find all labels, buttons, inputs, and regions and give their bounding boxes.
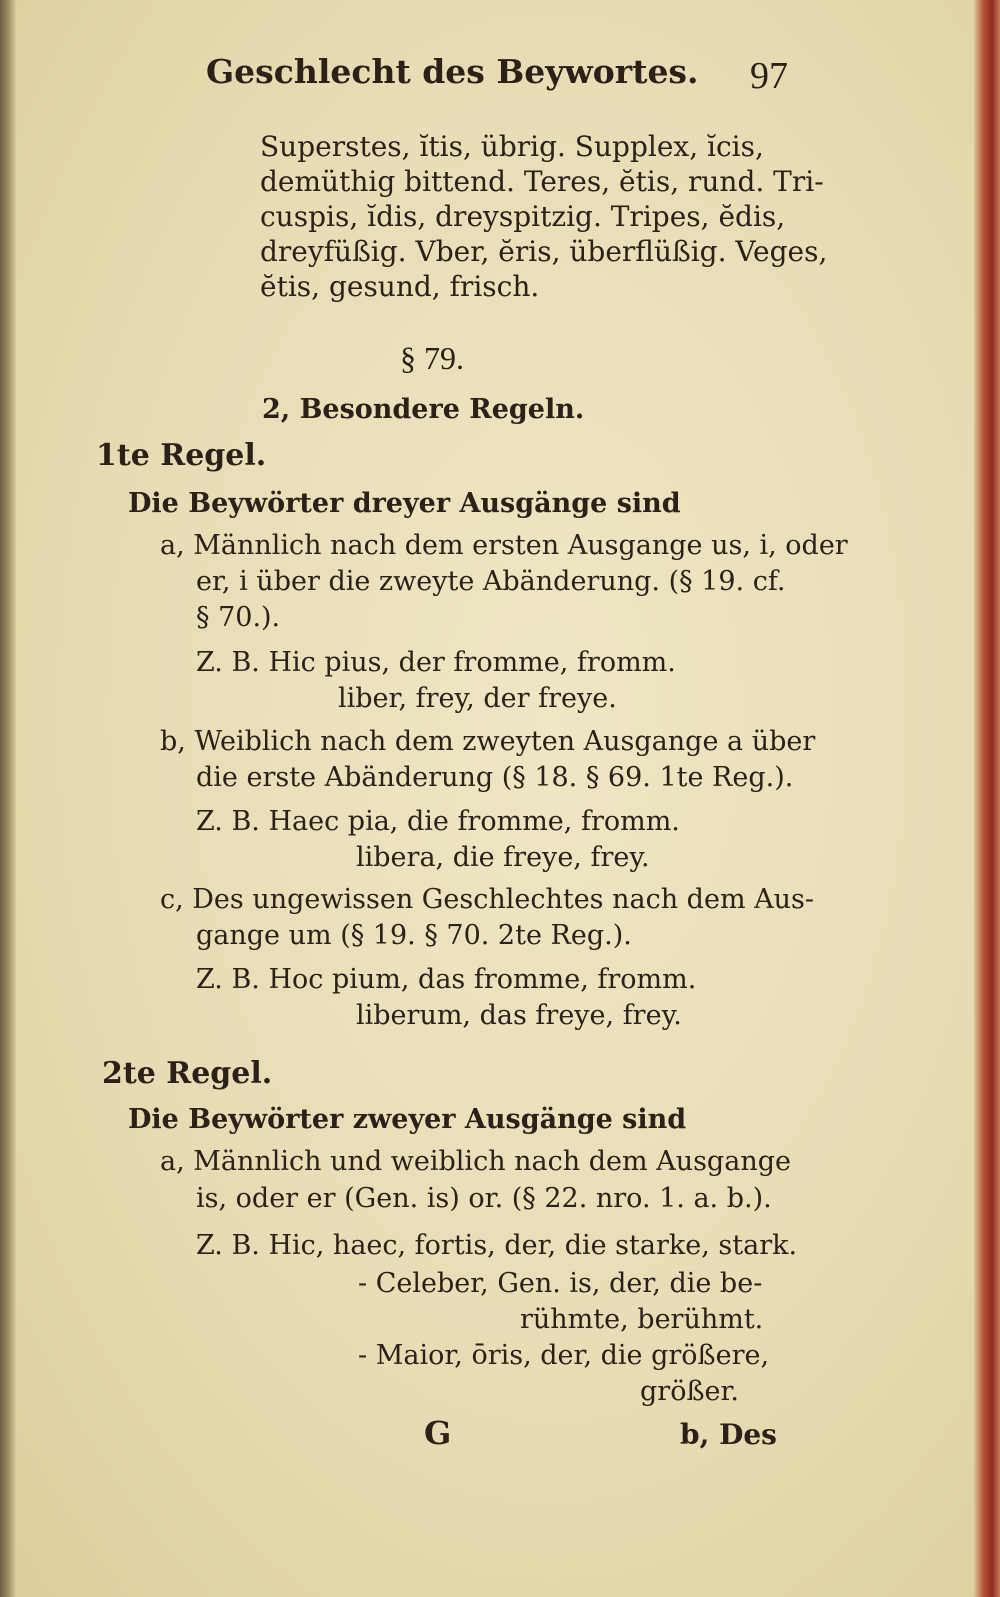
- intro-line: Superstes, ĭtis, übrig. Supplex, ĭcis,: [260, 130, 764, 163]
- rule-paragraph-line: § 70.).: [196, 602, 281, 633]
- example-line: Z. B. Haec pia, die fromme, fromm.: [196, 806, 680, 837]
- section-subtitle: 2, Besondere Regeln.: [262, 394, 585, 425]
- example-line: - Celeber, Gen. is, der, die be-: [358, 1268, 763, 1299]
- rule-paragraph-line: is, oder er (Gen. is) or. (§ 22. nro. 1. a. b.).: [196, 1183, 772, 1214]
- intro-line: demüthig bittend. Teres, ĕtis, rund. Tri-: [260, 165, 824, 198]
- signature-mark: G: [424, 1414, 452, 1452]
- rule-title: 1te Regel.: [96, 438, 267, 473]
- rule-paragraph-line: a, Männlich und weiblich nach dem Ausgange: [160, 1146, 791, 1177]
- rule-intro: Die Beywörter dreyer Ausgänge sind: [128, 488, 681, 519]
- rule-intro: Die Beywörter zweyer Ausgänge sind: [128, 1104, 687, 1135]
- running-title: Geschlecht des Beywortes.: [206, 52, 699, 91]
- example-line: größer.: [640, 1376, 739, 1407]
- example-line: - Maior, ōris, der, die größere,: [358, 1340, 770, 1371]
- section-number: § 79.: [400, 340, 464, 376]
- intro-line: ĕtis, gesund, frisch.: [260, 270, 540, 303]
- page-edge: [974, 0, 1000, 1597]
- binding-gutter: [0, 0, 16, 1597]
- rule-paragraph-line: a, Männlich nach dem ersten Ausgange us, i, oder: [160, 530, 848, 561]
- rule-paragraph-line: gange um (§ 19. § 70. 2te Reg.).: [196, 920, 632, 951]
- intro-line: dreyfüßig. Vber, ĕris, überflüßig. Veges,: [260, 235, 828, 268]
- example-line: Z. B. Hic, haec, fortis, der, die starke, stark.: [196, 1230, 798, 1261]
- example-line: rühmte, berühmt.: [520, 1304, 764, 1335]
- example-line: liberum, das freye, frey.: [356, 1000, 682, 1031]
- intro-line: cuspis, ĭdis, dreyspitzig. Tripes, ĕdis,: [260, 200, 786, 233]
- example-line: Z. B. Hic pius, der fromme, fromm.: [196, 647, 676, 678]
- rule-title: 2te Regel.: [102, 1056, 273, 1091]
- rule-paragraph-line: c, Des ungewissen Geschlechtes nach dem Aus-: [160, 884, 814, 915]
- example-line: libera, die freye, frey.: [356, 842, 650, 873]
- page-number: 97: [750, 55, 788, 97]
- rule-paragraph-line: b, Weiblich nach dem zweyten Ausgange a über: [160, 726, 816, 757]
- example-line: liber, frey, der freye.: [338, 683, 617, 714]
- rule-paragraph-line: die erste Abänderung (§ 18. § 69. 1te Reg.).: [196, 762, 794, 793]
- catchword: b, Des: [680, 1418, 777, 1451]
- example-line: Z. B. Hoc pium, das fromme, fromm.: [196, 964, 697, 995]
- rule-paragraph-line: er, i über die zweyte Abänderung. (§ 19. cf.: [196, 566, 786, 597]
